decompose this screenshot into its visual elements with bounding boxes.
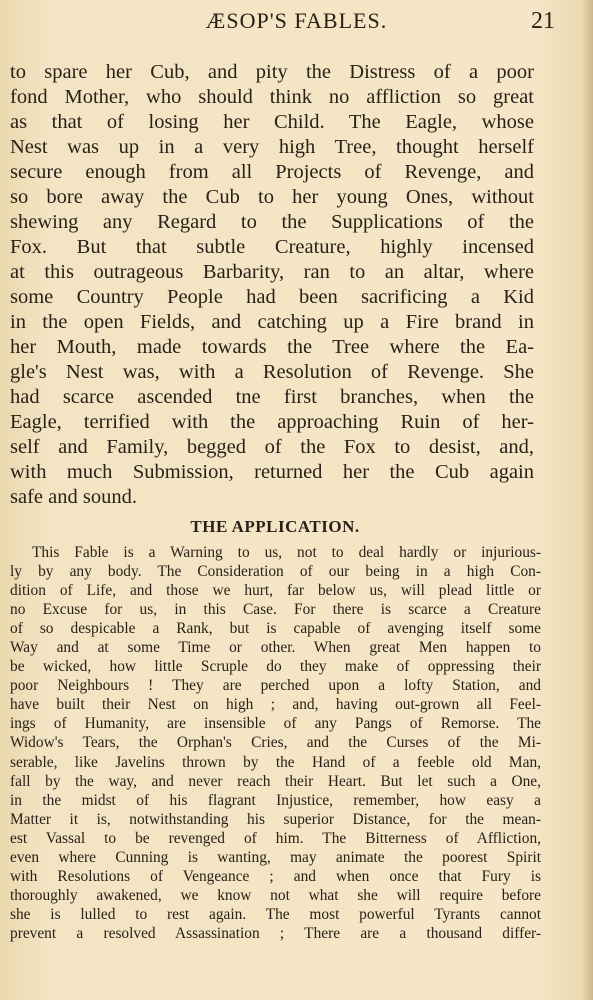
fable-text [10, 60, 534, 510]
application-line: ly by any body. The Consideration of our being in a high Con- [10, 563, 541, 581]
application-line: thoroughly awakened, we know not what she will require before [10, 886, 541, 904]
application-line: she is lulled to rest again. The most powerful Tyrants cannot [10, 905, 541, 923]
application-line: est Vassal to be revenged of him. The Bitterness of Affliction, [10, 829, 541, 847]
fable-line: shewing any Regard to the Supplications of the [10, 211, 534, 233]
application-line: with Resolutions of Vengeance ; and when once that Fury is [10, 867, 541, 885]
running-head: ÆSOP'S FABLES. [205, 8, 388, 33]
application-line: have built their Nest on high ; and, having out-grown all Feel- [10, 696, 541, 714]
application-line: Way and at some Time or other. When great Men happen to [10, 639, 541, 657]
application-line: This Fable is a Warning to us, not to deal hardly or injurious- [32, 544, 541, 561]
fable-line: so bore away the Cub to her young Ones, without [10, 186, 534, 208]
application-line: serable, like Javelins thrown by the Hand of a feeble old Man, [10, 753, 541, 771]
fable-line: gle's Nest was, with a Resolution of Revenge. She [10, 361, 534, 383]
application-line: Widow's Tears, the Orphan's Cries, and the Curses of the Mi- [10, 734, 541, 752]
fable-line: Fox. But that subtle Creature, highly incensed [10, 236, 534, 258]
application-heading: THE APPLICATION. [190, 517, 360, 536]
fable-line: some Country People had been sacrificing a Kid [10, 286, 534, 308]
page-number: 21 [531, 8, 555, 34]
fable-line: at this outrageous Barbarity, ran to an altar, where [10, 261, 534, 283]
fable-line: had scarce ascended tne first branches, when the [10, 386, 534, 408]
fable-line: fond Mother, who should think no affliction so great [10, 86, 534, 108]
application-line: Matter it is, notwithstanding his superior Distance, for the mean- [10, 810, 541, 828]
application-line: in the midst of his flagrant Injustice, remember, how easy a [10, 791, 541, 809]
application-line: fall by the way, and never reach their Heart. But let such a One, [10, 772, 541, 790]
application-line: no Excuse for us, in this Case. For there is scarce a Creature [10, 601, 541, 619]
fable-line: in the open Fields, and catching up a Fire brand in [10, 311, 534, 333]
fable-line: Nest was up in a very high Tree, thought herself [10, 136, 534, 158]
fable-line: as that of losing her Child. The Eagle, whose [10, 111, 534, 133]
application-text [10, 543, 541, 943]
application-line: dition of Life, and those we hurt, far below us, will plead little or [10, 582, 541, 600]
fable-line: her Mouth, made towards the Tree where the Ea- [10, 336, 534, 358]
application-line: ings of Humanity, are insensible of any Pangs of Remorse. The [10, 715, 541, 733]
application-line: be wicked, how little Scruple do they make of oppressing their [10, 658, 541, 676]
fable-line: secure enough from all Projects of Revenge, and [10, 161, 534, 183]
application-line: of so despicable a Rank, but is capable of avenging itself some [10, 620, 541, 638]
fable-line: with much Submission, returned her the Cub again [10, 461, 534, 483]
page-header [0, 4, 593, 38]
fable-line: to spare her Cub, and pity the Distress of a poor [10, 61, 534, 83]
application-line: poor Neighbours ! They are perched upon a lofty Station, and [10, 677, 541, 695]
application-line: even where Cunning is wanting, may animate the poorest Spirit [10, 848, 541, 866]
fable-line: safe and sound. [10, 486, 137, 508]
fable-line: Eagle, terrified with the approaching Ruin of her- [10, 411, 534, 433]
application-line: prevent a resolved Assassination ; There are a thousand differ- [10, 924, 541, 942]
fable-line: self and Family, begged of the Fox to desist, and, [10, 436, 534, 458]
